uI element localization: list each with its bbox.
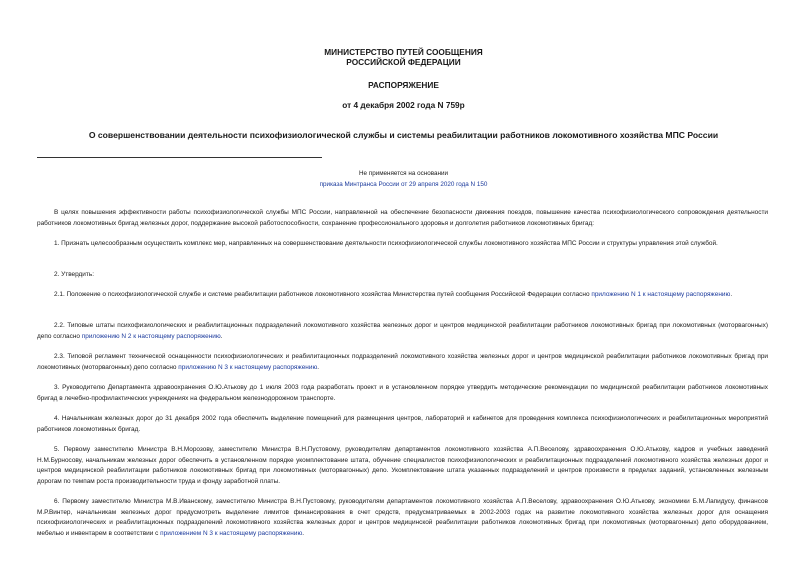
appendix-3-link[interactable]: приложению N 3 к настоящему распоряжению [178,363,318,371]
status-note: Не применяется на основании [358,170,448,177]
paragraph-2-1: 2.1. Положение о психофизиологической службе и системе реабилитации работников локомотивного хозяйства Министерства путей сообщения Российской Федерации согласно приложению N 1 к настоящему распоряжению. [54,291,733,298]
intro-paragraph: В целях повышения эффективности работы психофизиологической службы МПС России, направленной на обеспечение безопасности движения поездов, повышение качества психофизиологического сопровождения деятельности работников локомотивных бригад железных дорог, поддержание высокой работоспособности, сохранение профессионального здоровья и долголетия работников локомотивных бригад: [37,209,768,227]
status-note-link[interactable]: приказа Минтранса России от 29 апреля 2020 года N 150 [319,181,488,188]
paragraph-4: 4. Начальникам железных дорог до 31 декабря 2002 года обеспечить выделение помещений для размещения центров, лабораторий и кабинетов для проведения комплекса психофизиологических и реабилитационных мероприятий работников локомотивных бригад. [37,415,768,433]
paragraph-6: 6. Первому заместителю Министра М.В.Иванскому, заместителю Министра В.Н.Пустовому, руководителям департаментов локомотивного хозяйства А.П.Веселову, здравоохранения О.Ю.Атькову, экономики Б.М.Лапидусу, финансов М.Р.Винтер, начальникам железных дорог предусмотреть выделение лимитов финансирования в счет средств, предусматриваемых в 2002-2003 годах на развитие локомотивного хозяйства железных дорог для оснащения психофизиологических и реабилитационных подразделений локомотивного хозяйства железных дорог и центров медицинской реабилитации работников локомотивных бригад при локомотивных (моторвагонных) депо оборудованием, мебелью и инвентарем в соответствии с приложением N 3 к настоящему распоряжению. [37,498,768,537]
appendix-1-link[interactable]: приложению N 1 к настоящему распоряжению [591,291,731,298]
ministry-name-line1: МИНИСТЕРСТВО ПУТЕЙ СООБЩЕНИЯ [324,47,483,57]
paragraph-2-3: 2.3. Типовой регламент технической оснащенности психофизиологических и реабилитационных подразделений локомотивного хозяйства железных дорог и центров медицинской реабилитации работников локомотивных бригад при локомотивных (моторвагонных) депо согласно приложению N 3 к настоящему распоряжению. [37,353,768,371]
paragraph-2-2: 2.2. Типовые штаты психофизиологических и реабилитационных подразделений локомотивного хозяйства железных дорог и центров медицинской реабилитации работников локомотивных бригад при локомотивных (моторвагонных) депо согласно приложению N 2 к настоящему распоряжению. [37,322,768,340]
appendix-2-link[interactable]: приложению N 2 к настоящему распоряжению [81,332,221,340]
document-type: РАСПОРЯЖЕНИЕ [368,80,439,90]
ministry-name-line2: РОССИЙСКОЙ ФЕДЕРАЦИИ [346,57,461,67]
paragraph-5: 5. Первому заместителю Министра В.Н.Морозову, заместителю Министра В.Н.Пустовому, руководителям департаментов локомотивного хозяйства А.П.Веселову, здравоохранения О.Ю.Атькову, кадров и учебных заведений Н.М.Бурносову, начальникам железных дорог обеспечить в установленном порядке укомплектование штата, обучение специалистов психофизиологических и реабилитационных подразделений локомотивного хозяйства железных дорог и центров медицинской реабилитации работников локомотивных бригад при локомотивных (моторвагонных) депо. Укомплектование штата указанных подразделений и центров произвести в пределах заданий, установленных железным дорогам по темпам роста производительности труда и фонду заработной платы. [37,446,768,485]
document-title: О совершенствовании деятельности психофизиологической службы и системы реабилитации работников локомотивного хозяйства МПС России [88,130,719,140]
paragraph-3: 3. Руководителю Департамента здравоохранения О.Ю.Атькову до 1 июля 2003 года разработать проект и в установленном порядке утвердить методические рекомендации по медицинской реабилитации работников локомотивных бригад в лечебно-профилактических учреждениях на федеральном железнодорожном транспорте. [37,384,768,402]
paragraph-2: 2. Утвердить: [54,271,94,278]
document-date: от 4 декабря 2002 года N 759р [342,100,465,110]
paragraph-1: 1. Признать целесообразным осуществить комплекс мер, направленных на совершенствование деятельности психофизиологической службы локомотивного хозяйства МПС России и структуры управления этой службой. [54,240,718,247]
divider [37,157,322,158]
appendix-3-link-2[interactable]: приложением N 3 к настоящему распоряжению [160,529,303,537]
